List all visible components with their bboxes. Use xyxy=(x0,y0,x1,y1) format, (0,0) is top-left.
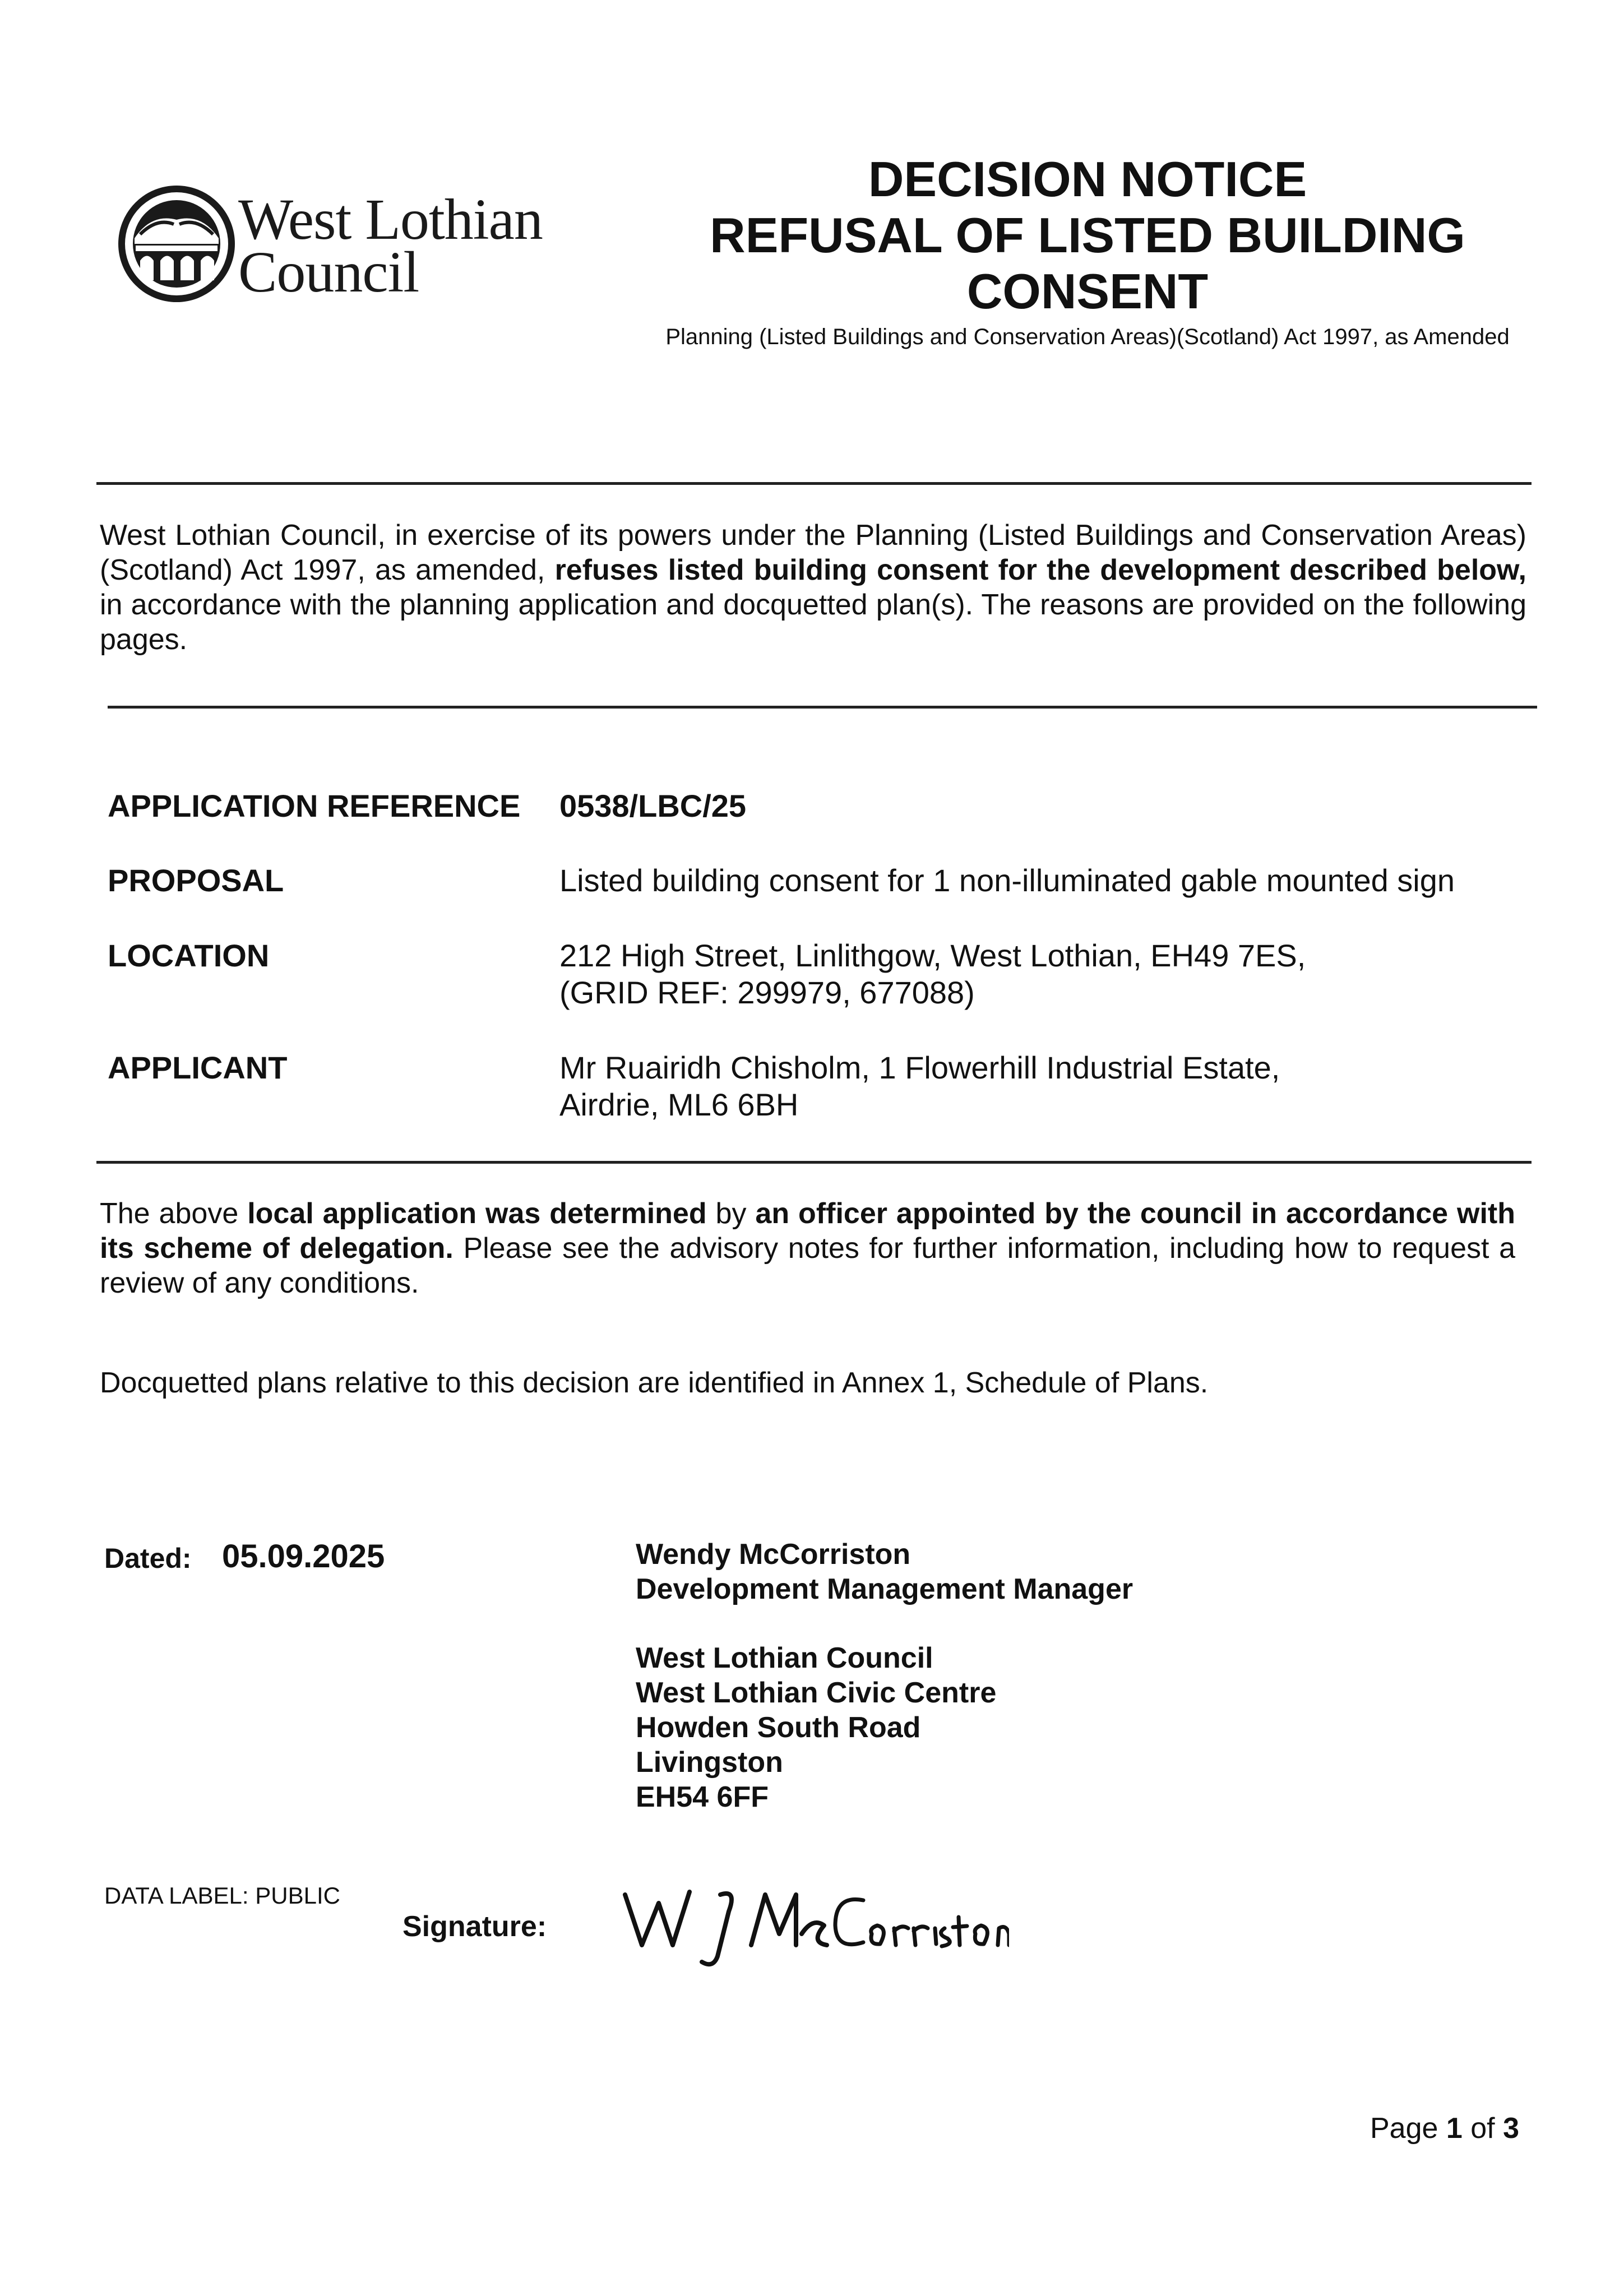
logo-line-2: Council xyxy=(238,240,419,304)
title-line-1: DECISION NOTICE xyxy=(868,151,1307,207)
address-line: EH54 6FF xyxy=(636,1781,769,1813)
proposal-label: PROPOSAL xyxy=(108,863,284,898)
page-of: of xyxy=(1462,2112,1503,2145)
intro-text-1: West Lothian Council, in exercise of its powers under the Planning (Listed Buildings and Conservation Areas)(Scotland) Act 1997, as amended, xyxy=(100,519,1526,586)
document-title xyxy=(639,151,1536,320)
page-number xyxy=(1306,2111,1519,2146)
reference-label: APPLICATION REFERENCE xyxy=(108,788,521,823)
page-prefix: Page xyxy=(1370,2112,1446,2145)
signature-label: Signature: xyxy=(402,1910,547,1943)
applicant-label: APPLICANT xyxy=(108,1050,288,1085)
reference-value: 0538/LBC/25 xyxy=(559,788,747,823)
location-value xyxy=(559,937,1524,1011)
location-line-2: (GRID REF: 299979, 677088) xyxy=(559,975,975,1010)
address-line: West Lothian Council xyxy=(636,1642,933,1674)
address-line: West Lothian Civic Centre xyxy=(636,1677,997,1709)
applicant-line-2: Airdrie, ML6 6BH xyxy=(559,1087,799,1122)
dated-label: Dated: xyxy=(104,1543,192,1574)
applicant-line-1: Mr Ruairidh Chisholm, 1 Flowerhill Industrial Estate, xyxy=(559,1050,1280,1085)
officer-title: Development Management Manager xyxy=(636,1573,1133,1605)
divider xyxy=(108,706,1537,709)
location-label: LOCATION xyxy=(108,938,270,973)
address-line: Howden South Road xyxy=(636,1711,921,1744)
title-line-3: CONSENT xyxy=(966,263,1209,319)
docquetted-plans-note: Docquetted plans relative to this decision are identified in Annex 1, Schedule of Plans. xyxy=(100,1367,1209,1399)
determination-text-3: Please see the advisory notes for further information, including how to request a review of any conditions. xyxy=(100,1232,1515,1299)
determination-text-bold-2: an officer appointed by the council in accordance with its scheme of delegation. xyxy=(100,1197,1515,1265)
officer-name: Wendy McCorriston xyxy=(636,1538,911,1571)
handwritten-signature xyxy=(617,1872,1009,1973)
location-line-1: 212 High Street, Linlithgow, West Lothian, EH49 7ES, xyxy=(559,938,1306,973)
title-line-2: REFUSAL OF LISTED BUILDING xyxy=(710,207,1465,263)
determination-text-1: The above xyxy=(100,1197,248,1230)
page-current: 1 xyxy=(1446,2112,1463,2145)
divider xyxy=(96,1161,1532,1164)
officer-block xyxy=(636,1537,1133,1607)
page-total: 3 xyxy=(1503,2112,1519,2145)
dated-value: 05.09.2025 xyxy=(222,1538,385,1575)
intro-text-2: in accordance with the planning application and docquetted plan(s). The reasons are provided on the following pages. xyxy=(100,589,1526,656)
address-line: Livingston xyxy=(636,1746,783,1779)
determination-text-2: by xyxy=(706,1197,756,1230)
divider xyxy=(96,482,1532,485)
intro-paragraph xyxy=(100,518,1526,657)
determination-text-bold-1: local application was determined xyxy=(247,1197,707,1230)
intro-text-bold: refuses listed building consent for the development described below, xyxy=(554,554,1527,586)
data-classification-label: DATA LABEL: PUBLIC xyxy=(104,1882,340,1909)
applicant-value xyxy=(559,1049,1524,1123)
council-address xyxy=(636,1641,996,1814)
council-logo-text xyxy=(238,187,543,304)
logo-line-1: West Lothian xyxy=(238,187,543,252)
act-subtitle: Planning (Listed Buildings and Conservation Areas)(Scotland) Act 1997, as Amended xyxy=(665,325,1510,349)
determination-paragraph xyxy=(100,1196,1515,1300)
proposal-value: Listed building consent for 1 non-illuminated gable mounted sign xyxy=(559,863,1455,898)
council-crest-icon xyxy=(118,185,235,303)
council-logo xyxy=(118,185,566,320)
